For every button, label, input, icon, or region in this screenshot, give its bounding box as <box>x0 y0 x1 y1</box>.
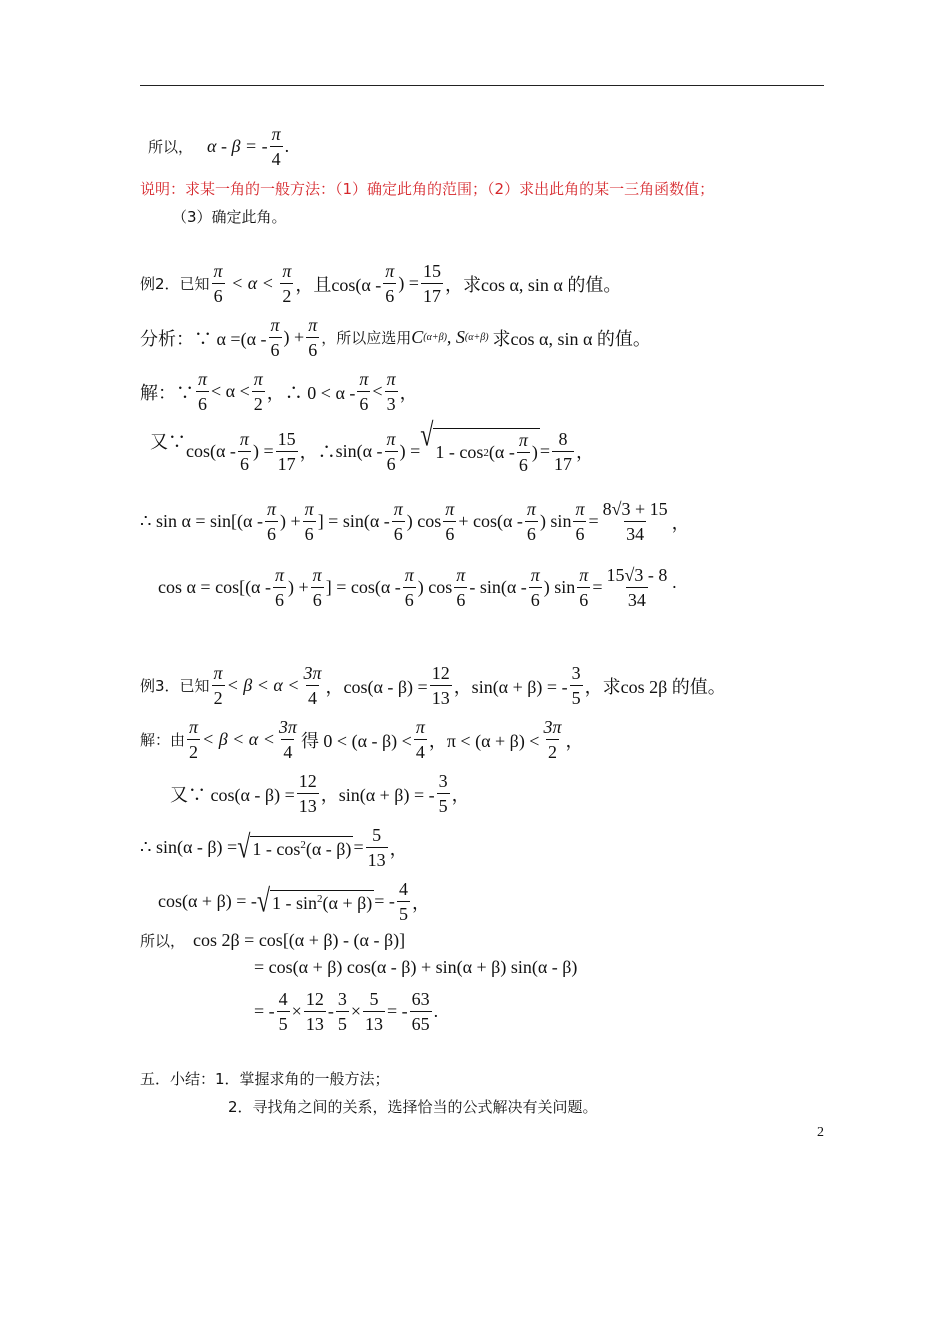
summary-line-1: 五．小结：1．掌握求角的一般方法； <box>140 1070 390 1088</box>
solution-line-1: 解：∵ $\frac{\pi}{6}$ < α < $\frac{\pi}{2}$ ，∴ 0 < α - $\frac{\pi}{6}$ < $\frac{\pi}{3}$ ， <box>140 369 418 414</box>
sqrt: √ 1 - cos 2 (α - $\frac{\pi}{6}$ ) <box>420 418 538 475</box>
solution-3-line-3: ∴ sin(α - β) = √ $1 - \cos^2(\alpha - \beta)$ = $\frac{5}{13}$ ， <box>140 825 408 870</box>
solution-3-line-7: = - $\frac{4}{5}$ × $\frac{12}{13}$ - $\frac{3}{5}$ × $\frac{5}{13}$ = - $\frac{63}{65}$ . <box>254 989 439 1034</box>
note-label: 说明： <box>140 180 186 198</box>
note-line <box>140 178 714 199</box>
page-number: 2 <box>817 1125 824 1140</box>
analysis-line: 分析：∵ α =(α - $\frac{\pi}{6}$ ) + $\frac{\pi}{6}$ ，所以应选用 C (α+β) , S (α+β) 求cos α, sin α 的值。 <box>140 315 651 360</box>
example-3: 例3．已知 $\frac{\pi}{2}$ < β < α < $\frac{3\pi}{4}$ ，cos(α - β) = $\frac{12}{13}$ ，sin(α + β) = - $\frac{3}{5}$ ，求cos 2β 的值。 <box>140 663 726 708</box>
fraction: $\frac{\pi}{4}$ <box>271 124 281 169</box>
solution-3-line-4: cos(α + β) = - √ $1 - \sin^2(\alpha + \beta)$ = - $\frac{4}{5}$ ， <box>158 879 430 924</box>
solution-line-2: 又∵ cos(α - $\frac{\pi}{6}$ ) = $\frac{15}{17}$ ，∴ sin(α - $\frac{\pi}{6}$ ) = √ 1 - cos 2 (α - $\frac{\pi}{6}$ ) = $\frac{8}{17}$ ， <box>150 418 595 475</box>
text: 所以， <box>148 138 194 156</box>
note-text: 求某一角的一般方法：（1）确定此角的范围；（2）求出此角的某一三角函数值； <box>185 180 715 198</box>
header-rule <box>140 85 824 86</box>
text: . <box>284 136 290 156</box>
solution-line-4: cos α = cos[(α - $\frac{\pi}{6}$ ) + $\frac{\pi}{6}$ ] = cos(α - $\frac{\pi}{6}$ ) cos $\frac{\pi}{6}$ - sin(α - $\frac{\pi}{6}$ ) sin $\frac{\pi}{6}$ = $\frac{15√3 - 8}{34}$ · <box>158 565 678 610</box>
solution-3-line-1: 解：由 $\frac{\pi}{2}$ < β < α < $\frac{3\pi}{4}$ 得 0 < (α - β) < $\frac{\pi}{4}$ ，π < (α + β) < $\frac{3\pi}{2}$ ， <box>140 717 584 762</box>
example-2: 例2．已知 $\frac{\pi}{6}$ < α < $\frac{\pi}{2}$ ，且cos(α - $\frac{\pi}{6}$ ) = $\frac{15}{17}$ ，求cos α, sin α 的值。 <box>140 261 622 306</box>
note-text: （3）确定此角。 <box>172 208 287 226</box>
solution-3-line-6: = cos(α + β) cos(α - β) + sin(α + β) sin(α - β) <box>254 957 578 977</box>
conclusion-line <box>148 125 289 168</box>
math: α - β = - <box>207 136 268 156</box>
solution-line-3: ∴ sin α = sin[(α - $\frac{\pi}{6}$ ) + $\frac{\pi}{6}$ ] = sin(α - $\frac{\pi}{6}$ ) cos $\frac{\pi}{6}$ + cos(α - $\frac{\pi}{6}$ ) sin $\frac{\pi}{6}$ = $\frac{8√3 + 15}{34}$ ， <box>140 499 690 544</box>
solution-3-line-5: 所以， cos 2β = cos[(α + β) - (α - β)] <box>140 930 406 950</box>
text: 例2．已知 <box>140 275 210 293</box>
solution-3-line-2: 又∵ cos(α - β) = $\frac{12}{13}$ ，sin(α + β) = - $\frac{3}{5}$ ， <box>170 771 470 816</box>
note-cont <box>172 206 287 227</box>
summary-line-2: 2．寻找角之间的关系，选择恰当的公式解决有关问题。 <box>228 1098 598 1116</box>
